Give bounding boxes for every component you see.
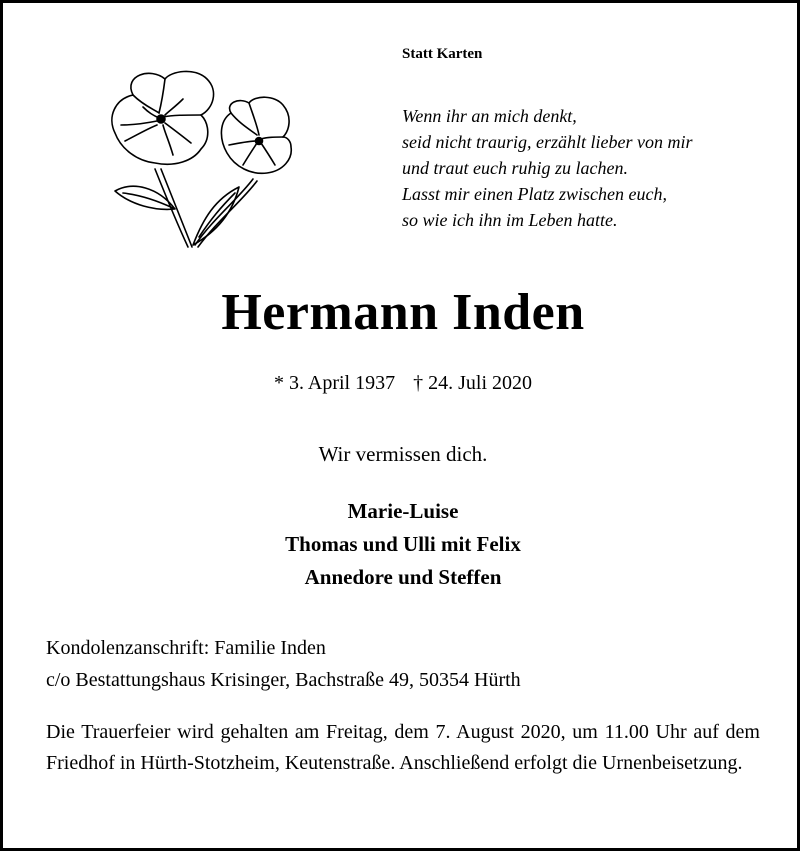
- poem-line: seid nicht traurig, erzählt lieber von mir: [402, 132, 693, 152]
- address-line: c/o Bestattungshaus Krisinger, Bachstraße 49, 50354 Hürth: [46, 669, 521, 691]
- birth-date: * 3. April 1937: [273, 372, 396, 394]
- statt-karten-label: Statt Karten: [402, 46, 483, 62]
- deceased-name: Hermann Inden: [221, 284, 585, 341]
- ceremony-info: Die Trauerfeier wird gehalten am Freitag, dem 7. August 2020, um 11.00 Uhr auf dem Friedhof in Hürth-Stotzheim, Keutenstraße. Anschließend erfolgt die Urnenbeisetzung.: [46, 721, 760, 774]
- pansy-flowers-icon: [103, 69, 303, 251]
- family-member: Thomas und Ulli mit Felix: [285, 532, 521, 556]
- life-dates: [3, 372, 800, 395]
- condolence-address: [46, 632, 521, 696]
- poem-line: Lasst mir einen Platz zwischen euch,: [402, 184, 667, 204]
- poem-line: so wie ich ihn im Leben hatte.: [402, 210, 618, 230]
- address-line: Kondolenzanschrift: Familie Inden: [46, 637, 326, 659]
- farewell-message: Wir vermissen dich.: [318, 442, 488, 466]
- family-members: [3, 495, 800, 594]
- poem-line: und traut euch ruhig zu lachen.: [402, 158, 628, 178]
- family-member: Marie-Luise: [347, 499, 459, 523]
- family-member: Annedore und Steffen: [304, 565, 502, 589]
- poem: [402, 103, 692, 233]
- poem-line: Wenn ihr an mich denkt,: [402, 106, 577, 126]
- death-date: † 24. Juli 2020: [413, 372, 533, 394]
